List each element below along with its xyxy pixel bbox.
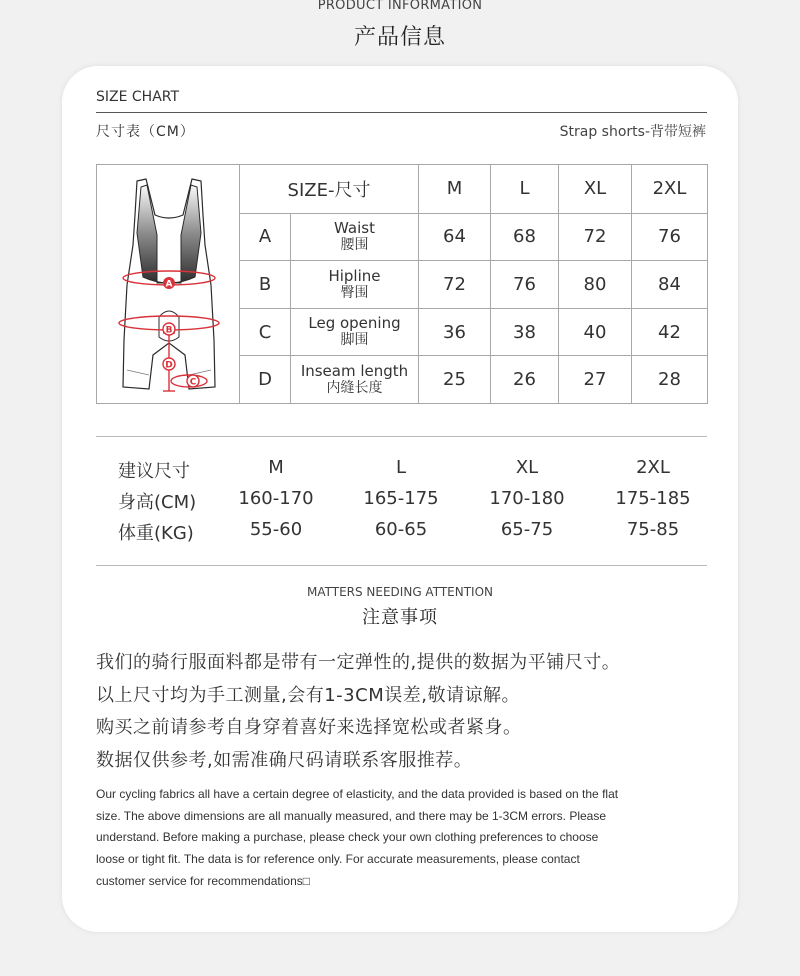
note-line-en: understand. Before making a purchase, please check your own clothing preferences to choose — [96, 830, 599, 845]
note-line-en: Our cycling fabrics all have a certain degree of elasticity, and the data provided is based on the flat — [96, 787, 619, 801]
height-range: 170-180 — [489, 488, 565, 509]
note-line: 我们的骑行服面料都是带有一定弹性的,提供的数据为平铺尺寸。 — [96, 652, 621, 673]
marker-c-label: C — [189, 377, 197, 388]
measurement-name-cn: 内缝长度 — [326, 379, 383, 396]
recommend-size: 2XL — [636, 457, 670, 478]
note-line: 数据仅供参考,如需准确尺码请联系客服推荐。 — [96, 749, 473, 771]
table-cell: 28 — [632, 356, 708, 404]
table-cell: 27 — [559, 356, 632, 404]
bib-shorts-figure — [97, 165, 239, 403]
divider — [96, 112, 707, 113]
measurement-name-en: Inseam length — [300, 361, 409, 380]
row-letter: B — [240, 261, 291, 309]
table-header-row — [97, 165, 708, 214]
weight-range: 75-85 — [626, 519, 680, 540]
height-label: 身高(CM) — [118, 492, 197, 513]
marker-b-label: B — [165, 325, 173, 336]
measurement-name — [291, 261, 419, 309]
table-cell: 80 — [559, 261, 632, 309]
recommend-weight-row — [96, 519, 707, 545]
size-table — [96, 164, 708, 404]
attention-notes-en — [96, 784, 656, 893]
table-cell: 64 — [419, 213, 491, 261]
measurement-name-en: Waist — [334, 218, 375, 237]
note-line: 购买之前请参考自身穿着喜好来选择宽松或者紧身。 — [96, 717, 522, 738]
size-header-l: L — [491, 165, 559, 214]
measurement-name-en: Leg opening — [308, 314, 401, 333]
table-cell: 84 — [632, 261, 708, 309]
divider — [96, 565, 707, 566]
measurement-name — [291, 308, 419, 356]
note-line-en: loose or tight fit. The data is for reference only. For accurate measurements, please contact — [96, 852, 580, 867]
attention-notes-cn — [96, 648, 620, 778]
recommend-height-row — [96, 488, 707, 514]
height-range: 175-185 — [615, 488, 691, 509]
size-column-header: SIZE-尺寸 — [240, 165, 419, 214]
marker-a-label: A — [165, 279, 173, 290]
note-line-en: size. The above dimensions are all manually measured, and there may be 1-3CM errors. Please — [96, 808, 607, 823]
attention-title-cn: 注意事项 — [362, 607, 438, 628]
weight-range: 65-75 — [500, 519, 554, 540]
table-cell: 38 — [491, 308, 559, 356]
marker-d-label: D — [165, 360, 173, 371]
table-cell: 25 — [419, 356, 491, 404]
product-type-label: Strap shorts-背带短裤 — [559, 124, 706, 140]
table-cell: 36 — [419, 308, 491, 356]
height-range: 160-170 — [238, 488, 314, 509]
row-letter: D — [240, 356, 291, 404]
recommend-size: XL — [515, 457, 539, 478]
size-header-2xl: 2XL — [632, 165, 708, 214]
measurement-name-en: Hipline — [328, 266, 381, 285]
weight-range: 60-65 — [374, 519, 428, 540]
table-cell: 72 — [419, 261, 491, 309]
table-cell: 76 — [491, 261, 559, 309]
table-cell: 72 — [559, 213, 632, 261]
recommend-size-row — [96, 457, 707, 483]
height-range: 165-175 — [363, 488, 439, 509]
recommend-size: M — [268, 457, 284, 478]
table-cell: 26 — [491, 356, 559, 404]
measurement-name-cn: 腰围 — [340, 236, 369, 253]
divider — [96, 436, 707, 437]
note-line: 以上尺寸均为手工测量,会有1-3CM误差,敬请谅解。 — [96, 684, 520, 706]
row-letter: A — [240, 213, 291, 261]
measurement-name — [291, 213, 419, 261]
table-cell: 40 — [559, 308, 632, 356]
size-header-xl: XL — [559, 165, 632, 214]
size-header-m: M — [419, 165, 491, 214]
measurement-name-cn: 臀围 — [340, 284, 369, 301]
row-letter: C — [240, 308, 291, 356]
note-line-en: customer service for recommendations□ — [96, 873, 310, 888]
measurement-name-cn: 脚围 — [340, 332, 369, 349]
size-chart-title-en: SIZE CHART — [96, 89, 180, 105]
attention-title-en: MATTERS NEEDING ATTENTION — [306, 585, 494, 599]
table-cell: 42 — [632, 308, 708, 356]
product-info-title-en: PRODUCT INFORMATION — [317, 0, 483, 13]
weight-range: 55-60 — [249, 519, 303, 540]
weight-label: 体重(KG) — [118, 523, 194, 544]
recommend-size: L — [395, 457, 407, 478]
recommend-size-label: 建议尺寸 — [118, 461, 190, 482]
table-cell: 68 — [491, 213, 559, 261]
measurement-name — [291, 356, 419, 404]
table-cell: 76 — [632, 213, 708, 261]
product-info-title-cn: 产品信息 — [353, 25, 446, 50]
bib-shorts-figure-cell — [97, 165, 240, 404]
size-chart-title-cn: 尺寸表（CM） — [96, 124, 195, 140]
